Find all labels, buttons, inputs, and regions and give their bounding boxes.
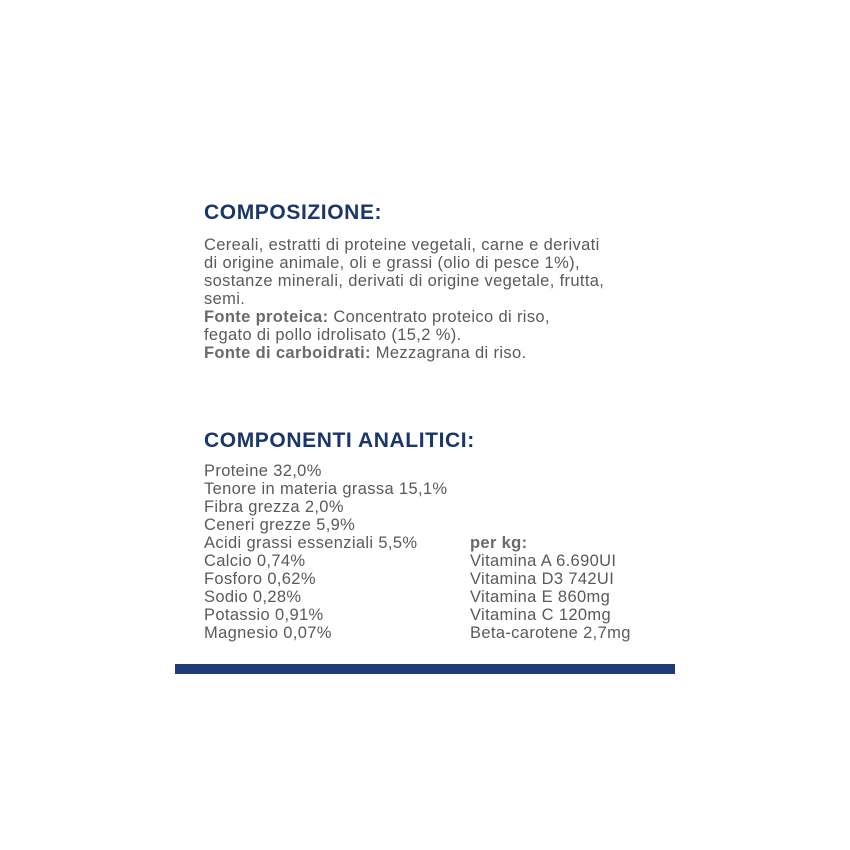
- per-kg-item: Beta-carotene 2,7mg: [470, 624, 631, 642]
- analytic-item: Tenore in materia grassa 15,1%: [204, 480, 448, 498]
- analytic-item: Acidi grassi essenziali 5,5%: [204, 534, 418, 552]
- composition-line: semi.: [204, 290, 246, 308]
- analytic-item: Sodio 0,28%: [204, 588, 302, 606]
- per-kg-item: Vitamina C 120mg: [470, 606, 612, 624]
- carb-source: [204, 344, 604, 362]
- analytics-heading: COMPONENTI ANALITICI:: [204, 429, 475, 452]
- protein-source-text: Concentrato proteico di riso,: [328, 308, 550, 326]
- per-kg-item: Vitamina A 6.690UI: [470, 552, 617, 570]
- analytic-item: Calcio 0,74%: [204, 552, 306, 570]
- per-kg-label: per kg:: [470, 534, 528, 552]
- analytic-item: Fosforo 0,62%: [204, 570, 316, 588]
- composition-line: Cereali, estratti di proteine vegetali, carne e derivati: [204, 236, 600, 254]
- per-kg-item: Vitamina E 860mg: [470, 588, 611, 606]
- per-kg-item: Vitamina D3 742UI: [470, 570, 615, 588]
- composition-line: di origine animale, oli e grassi (olio di pesce 1%),: [204, 254, 580, 272]
- analytic-item: Fibra grezza 2,0%: [204, 498, 344, 516]
- analytic-item: Potassio 0,91%: [204, 606, 324, 624]
- protein-source-cont: fegato di pollo idrolisato (15,2 %).: [204, 326, 462, 344]
- divider-bar: [175, 664, 675, 674]
- protein-source: [204, 308, 604, 326]
- composition-heading: COMPOSIZIONE:: [204, 201, 383, 224]
- protein-source-label: Fonte proteica:: [204, 308, 329, 326]
- analytic-item: Magnesio 0,07%: [204, 624, 332, 642]
- analytics-list: [204, 462, 447, 642]
- composition-line: sostanze minerali, derivati di origine vegetale, frutta,: [204, 272, 605, 290]
- per-kg-list: [470, 534, 631, 642]
- composition-text: [204, 236, 604, 362]
- carb-source-text: Mezzagrana di riso.: [370, 344, 527, 362]
- analytic-item: Proteine 32,0%: [204, 462, 322, 480]
- carb-source-label: Fonte di carboidrati:: [204, 344, 371, 362]
- analytic-item: Ceneri grezze 5,9%: [204, 516, 356, 534]
